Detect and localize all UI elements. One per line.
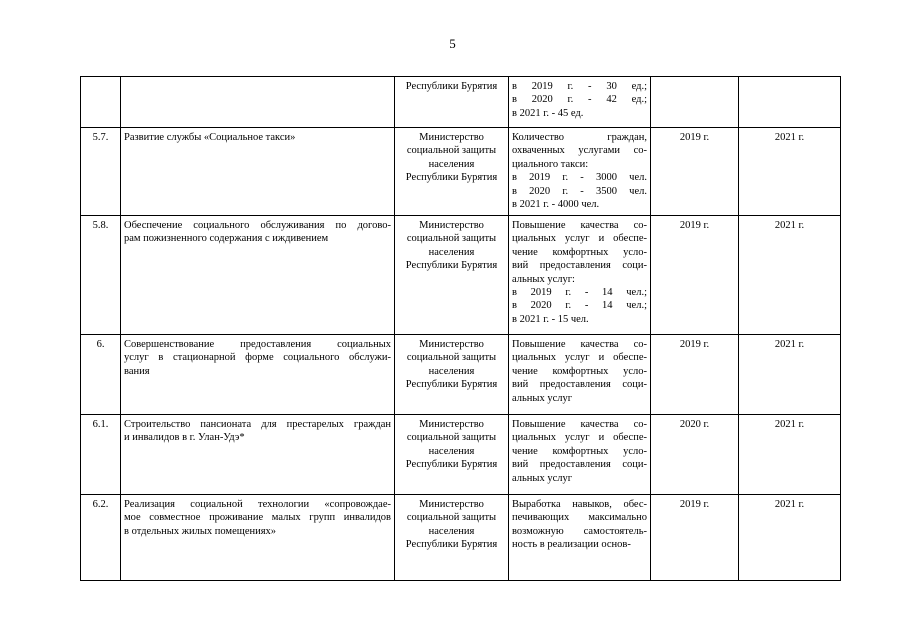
name-line: услуг в стационарной форме социального обслужи- xyxy=(124,352,391,364)
executor-line: социальной защиты xyxy=(406,145,497,157)
result-line: в 2021 г. - 4000 чел. xyxy=(512,199,600,211)
expected-result-cell xyxy=(509,77,651,128)
executor-cell xyxy=(395,77,509,128)
executor-line: Республики Бурятия xyxy=(405,172,498,184)
item-number-cell: 6.1. xyxy=(81,415,121,495)
result-line: в 2020 г. - 14 чел.; xyxy=(512,300,647,312)
result-line: печивающих максимально xyxy=(512,512,647,524)
table-row xyxy=(81,415,841,495)
expected-result-cell xyxy=(509,495,651,581)
result-line: альных услуг xyxy=(512,392,573,404)
result-line: Повышение качества со- xyxy=(512,419,647,430)
page-number: 5 xyxy=(449,36,456,51)
result-line: в 2020 г. - 42 ед.; xyxy=(512,94,647,106)
result-line: вий предоставления соци- xyxy=(512,459,647,471)
executor-line: Министерство xyxy=(419,339,484,350)
result-line: циального такси: xyxy=(512,158,589,170)
executor-line: Министерство xyxy=(419,499,484,510)
expected-result-cell xyxy=(509,415,651,495)
executor-cell xyxy=(395,335,509,415)
start-year-cell: 2019 г. xyxy=(651,216,739,335)
executor-line: Министерство xyxy=(419,220,484,231)
result-line: альных услуг xyxy=(512,472,573,484)
name-line: Строительство пансионата для престарелых граждан xyxy=(124,419,391,430)
executor-line: социальной защиты xyxy=(406,233,497,245)
measure-name-cell xyxy=(121,495,395,581)
table-row xyxy=(81,216,841,335)
result-line: в 2021 г. - 45 ед. xyxy=(512,107,584,119)
result-line: охваченных услугами со- xyxy=(512,145,647,157)
executor-line: населения xyxy=(428,445,475,457)
result-line: вий предоставления соци- xyxy=(512,260,647,272)
end-year-cell: 2021 г. xyxy=(739,128,841,216)
name-line: Развитие службы «Социальное такси» xyxy=(124,132,296,143)
start-year-cell: 2019 г. xyxy=(651,128,739,216)
start-year-cell: 2020 г. xyxy=(651,415,739,495)
name-line: Реализация социальной технологии «сопровождае- xyxy=(124,499,391,510)
name-line: Совершенствование предоставления социальных xyxy=(124,339,391,350)
result-line: альных услуг: xyxy=(512,273,575,285)
executor-line: населения xyxy=(428,246,475,258)
name-line: в отдельных жилых помещениях» xyxy=(124,525,277,537)
name-line: и инвалидов в г. Улан-Удэ* xyxy=(124,432,245,444)
table-row xyxy=(81,335,841,415)
item-number-cell: 6. xyxy=(81,335,121,415)
result-line: циальных услуг и обеспе- xyxy=(512,352,647,364)
result-line: чение комфортных усло- xyxy=(512,365,647,377)
name-line: мое совместное проживание малых групп инвалидов xyxy=(124,512,391,524)
result-line: вий предоставления соци- xyxy=(512,379,647,391)
executor-line: Республики Бурятия xyxy=(405,539,498,551)
measure-name-cell xyxy=(121,335,395,415)
result-line: Количество граждан, xyxy=(512,132,647,143)
executor-line: социальной защиты xyxy=(406,432,497,444)
result-line: циальных услуг и обеспе- xyxy=(512,432,647,444)
end-year-cell: 2021 г. xyxy=(739,495,841,581)
result-line: Повышение качества со- xyxy=(512,220,647,231)
executor-line: Министерство xyxy=(419,419,484,430)
executor-line: Республики Бурятия xyxy=(405,459,498,471)
result-line: в 2020 г. - 3500 чел. xyxy=(512,185,647,197)
result-line: ность в реализации основ- xyxy=(512,539,631,551)
item-number-cell: 5.7. xyxy=(81,128,121,216)
item-number-cell xyxy=(81,77,121,128)
measure-name-cell xyxy=(121,77,395,128)
executor-line: Республики Бурятия xyxy=(405,81,498,92)
end-year-cell: 2021 г. xyxy=(739,335,841,415)
end-year-cell: 2021 г. xyxy=(739,216,841,335)
executor-line: социальной защиты xyxy=(406,512,497,524)
executor-line: социальной защиты xyxy=(406,352,497,364)
result-line: в 2019 г. - 30 ед.; xyxy=(512,81,647,92)
expected-result-cell xyxy=(509,128,651,216)
executor-cell xyxy=(395,415,509,495)
name-line: вания xyxy=(124,365,150,377)
result-line: чение комфортных усло- xyxy=(512,445,647,457)
end-year-cell: 2021 г. xyxy=(739,415,841,495)
executor-line: населения xyxy=(428,365,475,377)
executor-cell xyxy=(395,495,509,581)
result-line: в 2019 г. - 14 чел.; xyxy=(512,287,647,299)
table-row xyxy=(81,128,841,216)
result-line: возможную самостоятель- xyxy=(512,525,647,537)
measure-name-cell xyxy=(121,128,395,216)
executor-line: Республики Бурятия xyxy=(405,379,498,391)
item-number-cell: 5.8. xyxy=(81,216,121,335)
table-row xyxy=(81,495,841,581)
executor-line: населения xyxy=(428,525,475,537)
name-line: Обеспечение социального обслуживания по догово- xyxy=(124,220,391,231)
result-line: Повышение качества со- xyxy=(512,339,647,350)
table-row xyxy=(81,77,841,128)
item-number-cell: 6.2. xyxy=(81,495,121,581)
executor-line: населения xyxy=(428,158,475,170)
name-line: рам пожизненного содержания с иждивением xyxy=(124,233,329,245)
start-year-cell xyxy=(651,77,739,128)
result-line: в 2021 г. - 15 чел. xyxy=(512,313,589,325)
executor-cell xyxy=(395,216,509,335)
measure-name-cell xyxy=(121,415,395,495)
expected-result-cell xyxy=(509,216,651,335)
start-year-cell: 2019 г. xyxy=(651,495,739,581)
table-body xyxy=(81,77,841,581)
start-year-cell: 2019 г. xyxy=(651,335,739,415)
executor-cell xyxy=(395,128,509,216)
end-year-cell xyxy=(739,77,841,128)
measure-name-cell xyxy=(121,216,395,335)
executor-line: Республики Бурятия xyxy=(405,260,498,272)
result-line: чение комфортных усло- xyxy=(512,246,647,258)
result-line: Выработка навыков, обес- xyxy=(512,499,647,510)
result-line: циальных услуг и обеспе- xyxy=(512,233,647,245)
expected-result-cell xyxy=(509,335,651,415)
executor-line: Министерство xyxy=(419,132,484,143)
measures-table xyxy=(80,76,841,581)
result-line: в 2019 г. - 3000 чел. xyxy=(512,172,647,184)
